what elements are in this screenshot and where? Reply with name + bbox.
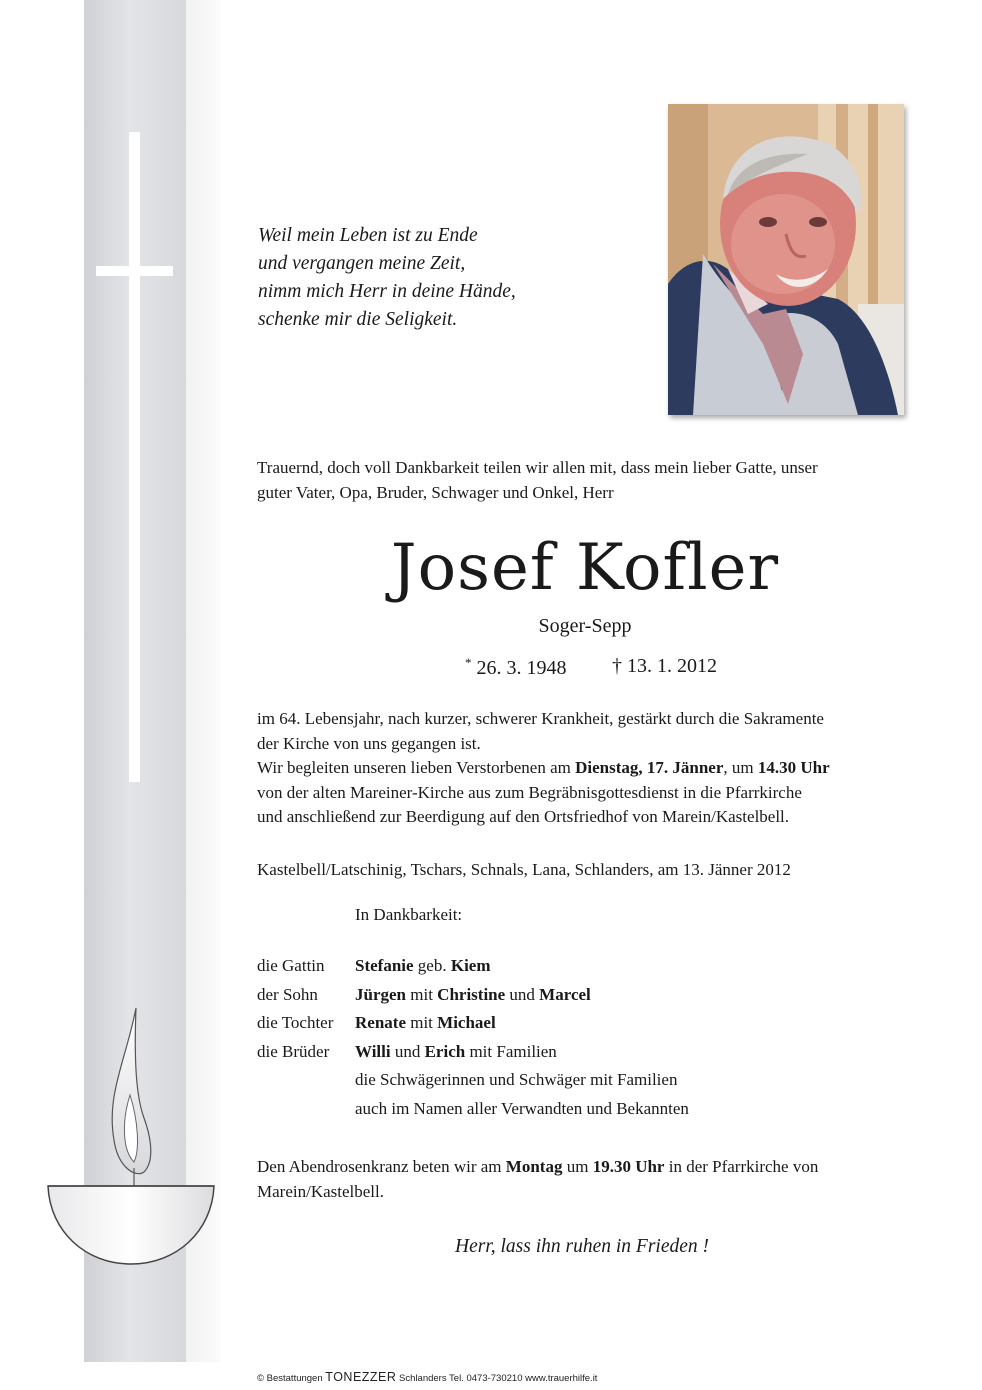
intro-line: guter Vater, Opa, Bruder, Schwager und Onkel, Herr bbox=[257, 482, 614, 502]
verse-line: nimm mich Herr in deine Hände, bbox=[258, 281, 516, 302]
body-line: im 64. Lebensjahr, nach kurzer, schwerer Krankheit, gestärkt durch die Sakramente bbox=[257, 709, 824, 728]
family-member-name: Willi bbox=[355, 1041, 391, 1061]
verse-line: Weil mein Leben ist zu Ende bbox=[258, 225, 478, 246]
verse bbox=[258, 222, 618, 334]
death-date-value: 13. 1. 2012 bbox=[627, 655, 717, 677]
family-role: die Tochter bbox=[257, 1013, 334, 1032]
family-connector: auch im Namen aller Verwandten und Bekannten bbox=[355, 1098, 689, 1118]
body-line: und anschließend zur Beerdigung auf den Ortsfriedhof von Marein/Kastelbell. bbox=[257, 807, 790, 826]
funeral-day: Dienstag, 17. Jänner bbox=[575, 758, 724, 777]
body-line: der Kirche von uns gegangen ist. bbox=[257, 733, 481, 753]
rosary-day: Montag bbox=[505, 1157, 563, 1176]
family-member-name: Renate bbox=[355, 1013, 406, 1032]
family-names bbox=[355, 1038, 557, 1067]
birth-date-value: 26. 3. 1948 bbox=[476, 657, 567, 679]
footer bbox=[257, 1370, 597, 1384]
rosary-text bbox=[257, 1155, 917, 1204]
family-member-name: Marcel bbox=[539, 984, 591, 1004]
family-names bbox=[355, 1095, 689, 1124]
rosary-text-part: Den Abendrosenkranz beten wir am bbox=[257, 1157, 506, 1176]
death-mark: † bbox=[612, 655, 622, 677]
family-connector: die Schwägerinnen und Schwäger mit Familien bbox=[355, 1070, 678, 1089]
deceased-name: Josef Kofler bbox=[390, 531, 780, 605]
places-date: Kastelbell/Latschinig, Tschars, Schnals, Lana, Schlanders, am 13. Jänner 2012 bbox=[257, 860, 791, 879]
deceased-nickname: Soger-Sepp bbox=[538, 615, 632, 637]
family-names bbox=[355, 1066, 677, 1095]
family-names bbox=[355, 1009, 496, 1038]
family-connector: geb. bbox=[413, 956, 451, 975]
family-connector: mit bbox=[406, 984, 438, 1004]
body-text: Wir begleiten unseren lieben Verstorbenen am bbox=[257, 758, 576, 777]
rosary-line bbox=[257, 1155, 917, 1180]
rosary-line: Marein/Kastelbell. bbox=[257, 1181, 384, 1201]
funeral-time: 14.30 Uhr bbox=[757, 758, 830, 777]
family-connector: mit bbox=[405, 1013, 438, 1032]
footer-brand: TONEZZER bbox=[325, 1370, 397, 1384]
body-text: , um bbox=[723, 758, 758, 777]
rosary-time: 19.30 Uhr bbox=[592, 1157, 665, 1176]
portrait-photo bbox=[668, 104, 904, 415]
family-member-name: Michael bbox=[437, 1013, 496, 1032]
intro-text bbox=[257, 456, 917, 505]
intro-line: Trauernd, doch voll Dankbarkeit teilen wir allen mit, dass mein lieber Gatte, unser bbox=[257, 458, 818, 477]
birth-date bbox=[465, 655, 567, 680]
family-role: die Gattin bbox=[257, 956, 325, 975]
family-connector: und bbox=[505, 984, 540, 1004]
death-date bbox=[612, 655, 717, 678]
family-member-name: Jürgen bbox=[355, 984, 406, 1004]
body-line bbox=[257, 756, 917, 781]
footer-contact: Schlanders Tel. 0473-730210 www.trauerhilfe.it bbox=[396, 1373, 598, 1384]
thanks-heading: In Dankbarkeit: bbox=[355, 905, 463, 924]
family-role: der Sohn bbox=[257, 984, 318, 1004]
family-names bbox=[355, 952, 491, 981]
rosary-text-part: in der Pfarrkirche von bbox=[664, 1157, 819, 1176]
family-names bbox=[355, 981, 591, 1010]
body-line: von der alten Mareiner-Kirche aus zum Begräbnisgottesdienst in die Pfarrkirche bbox=[257, 782, 802, 802]
family-member-name: Christine bbox=[437, 984, 506, 1004]
family-connector: und bbox=[390, 1041, 425, 1061]
oil-lamp-flame-icon bbox=[44, 1000, 218, 1270]
funeral-text bbox=[257, 707, 917, 830]
verse-line: und vergangen meine Zeit, bbox=[258, 253, 466, 274]
family-member-name: Kiem bbox=[450, 956, 491, 975]
family-member-name: Stefanie bbox=[355, 956, 414, 975]
family-member-name: Erich bbox=[424, 1041, 466, 1061]
footer-prefix: © Bestattungen bbox=[257, 1373, 326, 1384]
family-connector: mit Familien bbox=[465, 1041, 557, 1061]
rosary-text-part: um bbox=[562, 1157, 593, 1176]
family-role: die Brüder bbox=[257, 1041, 330, 1061]
closing-prayer: Herr, lass ihn ruhen in Frieden ! bbox=[455, 1236, 710, 1257]
verse-line: schenke mir die Seligkeit. bbox=[258, 309, 458, 330]
birth-mark: * bbox=[465, 655, 472, 670]
